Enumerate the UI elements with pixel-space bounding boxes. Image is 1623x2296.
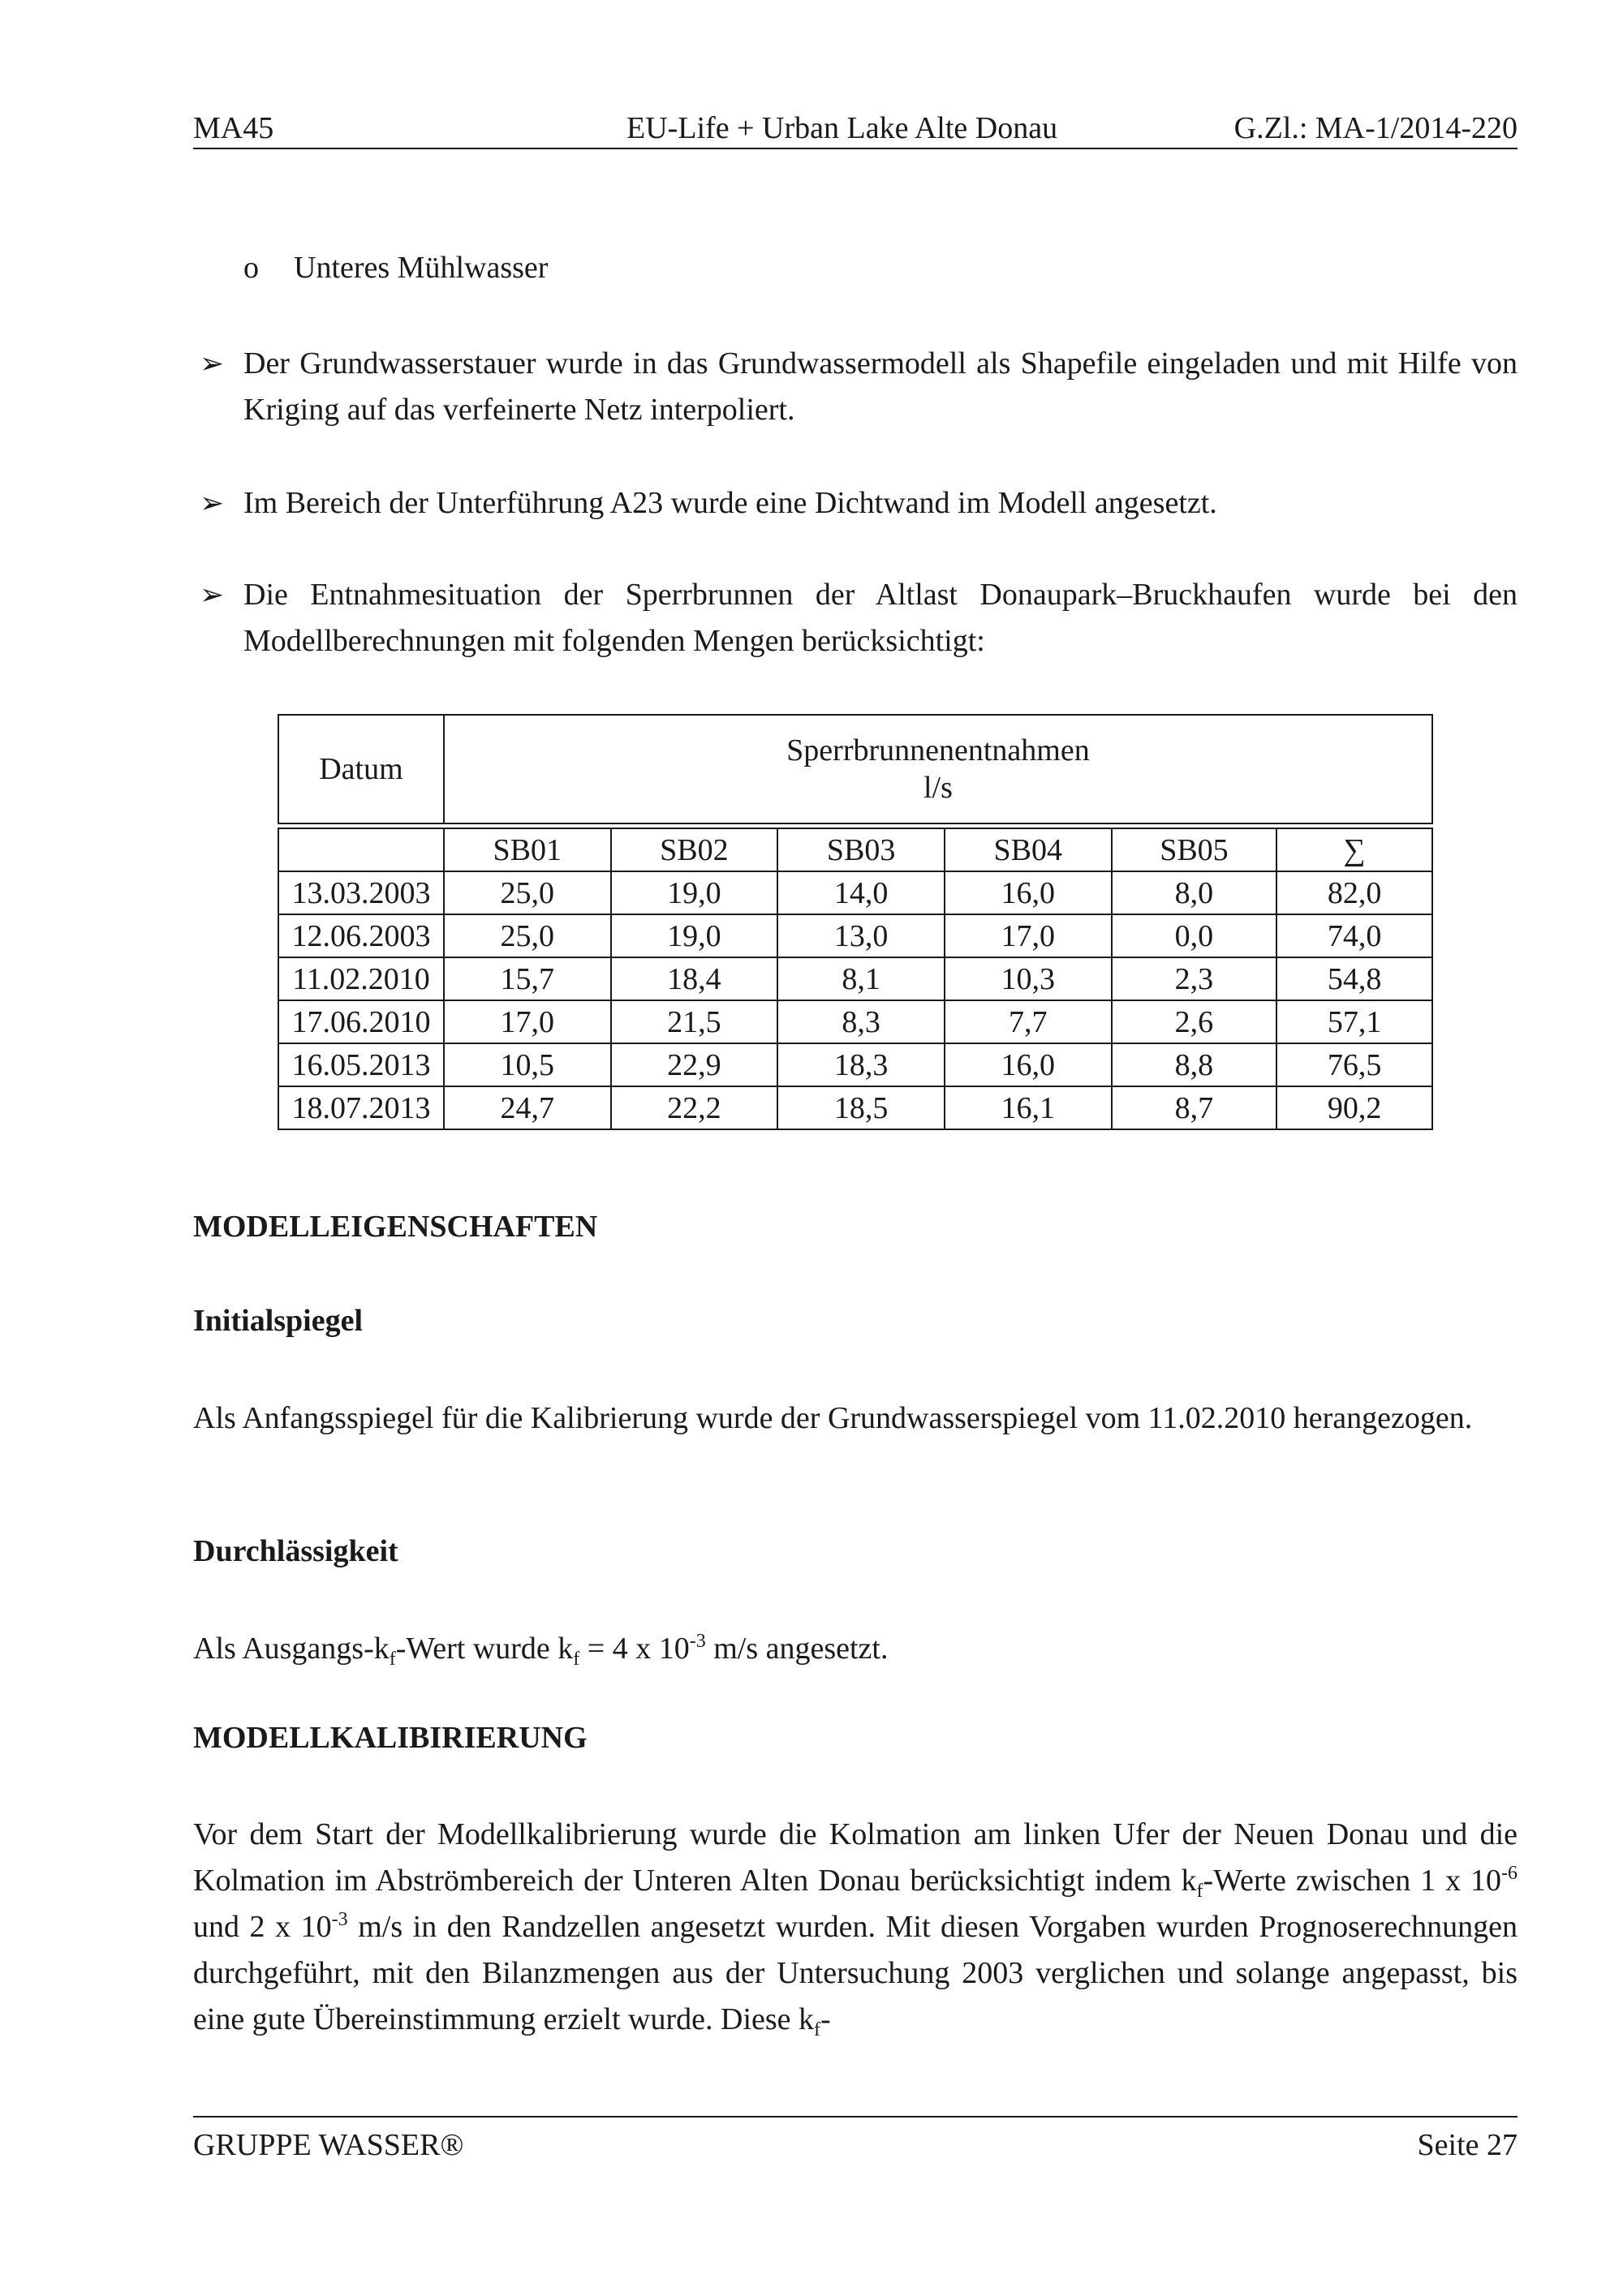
table-row [278, 1086, 1432, 1129]
table-cell: 25,0 [444, 914, 611, 957]
arrow-bullet-icon: ➢ [200, 347, 225, 380]
table-cell: 25,0 [444, 871, 611, 914]
header-project: EU-Life + Urban Lake Alte Donau [626, 111, 1058, 145]
text-run: -Werte zwischen 1 x 10 [1203, 1864, 1501, 1898]
table-cell: 2,6 [1112, 1000, 1277, 1043]
table-cell: 16,0 [945, 871, 1112, 914]
table-cell: 16,0 [945, 1043, 1112, 1086]
text-run: und 2 x 10 [193, 1910, 332, 1944]
table-cell: 15,7 [444, 957, 611, 1000]
bullet-text: Der Grundwasserstauer wurde in das Grundwassermodell als Shapefile eingeladen und mit Hilfe von Kriging auf das verfeinerte Netz interpoliert. [243, 346, 1518, 427]
column-header: SB03 [777, 828, 945, 871]
subscript: f [389, 1649, 396, 1670]
table-cell-date: 17.06.2010 [278, 1000, 444, 1043]
circle-bullet-icon: o [243, 251, 259, 285]
column-header-sum: ∑ [1276, 828, 1432, 871]
bullet-text: Im Bereich der Unterführung A23 wurde eine Dichtwand im Modell angesetzt. [243, 486, 1217, 520]
table-cell: 18,3 [777, 1043, 945, 1086]
text-run: = 4 x 10 [579, 1632, 690, 1666]
table-cell [278, 828, 444, 871]
table-row [278, 1000, 1432, 1043]
table-cell-sum: 76,5 [1276, 1043, 1432, 1086]
text-run: m/s angesetzt. [705, 1632, 889, 1666]
table-cell: 13,0 [777, 914, 945, 957]
table-cell: 16,1 [945, 1086, 1112, 1129]
subsection-heading: Initialspiegel [193, 1304, 364, 1338]
subsection-heading: Durchlässigkeit [193, 1534, 398, 1568]
table-header-title: Sperrbrunnenentnahmen [786, 733, 1090, 767]
table-cell: 8,0 [1112, 871, 1277, 914]
table-cell: 14,0 [777, 871, 945, 914]
subscript: f [1196, 1881, 1203, 1902]
subscript: f [573, 1649, 580, 1670]
table-cell-date: 18.07.2013 [278, 1086, 444, 1129]
table-cell-sum: 57,1 [1276, 1000, 1432, 1043]
table-cell: 2,3 [1112, 957, 1277, 1000]
paragraph-permeability [193, 1626, 1518, 1672]
table-cell: 18,4 [611, 957, 778, 1000]
text-run: - [820, 2002, 831, 2036]
table-cell-date: 11.02.2010 [278, 957, 444, 1000]
table-row [278, 957, 1432, 1000]
paragraph-initial-level: Als Anfangsspiegel für die Kalibrierung wurde der Grundwasserspiegel vom 11.02.2010 herangezogen. [193, 1401, 1473, 1435]
table-cell-date: 12.06.2003 [278, 914, 444, 957]
arrow-bullet-icon: ➢ [200, 578, 225, 611]
table-cell: 10,3 [945, 957, 1112, 1000]
header-reference: G.Zl.: MA-1/2014-220 [1233, 111, 1518, 145]
arrow-bullet-icon: ➢ [200, 487, 225, 519]
table-header-date: Datum [278, 715, 444, 823]
table-column-header-row [278, 828, 1432, 871]
page-number: Seite 27 [1417, 2128, 1518, 2162]
table-cell: 8,7 [1112, 1086, 1277, 1129]
table-row [278, 914, 1432, 957]
superscript: -3 [331, 1909, 348, 1930]
table-cell: 17,0 [945, 914, 1112, 957]
bullet-item [193, 480, 1518, 527]
table-cell: 8,1 [777, 957, 945, 1000]
sub-bullet-text: Unteres Mühlwasser [294, 251, 549, 285]
table-cell-sum: 54,8 [1276, 957, 1432, 1000]
section-heading: MODELLKALIBIRIERUNG [193, 1721, 588, 1755]
table-cell-date: 13.03.2003 [278, 871, 444, 914]
header-org: MA45 [193, 111, 274, 145]
table-cell: 19,0 [611, 914, 778, 957]
table-row [278, 1043, 1432, 1086]
table-cell-sum: 90,2 [1276, 1086, 1432, 1129]
table-cell: 8,3 [777, 1000, 945, 1043]
page-footer [193, 2116, 1518, 2163]
table-cell: 18,5 [777, 1086, 945, 1129]
table-cell: 10,5 [444, 1043, 611, 1086]
superscript: -6 [1501, 1863, 1518, 1884]
table-cell: 0,0 [1112, 914, 1277, 957]
text-run: Vor dem Start der Modellkalibrierung wurde die Kolmation am linken Ufer der Neuen Donau und die Kolmation im Abströmbereich der Unteren Alten Donau berücksichtigt indem k [193, 1817, 1518, 1898]
table-cell: 17,0 [444, 1000, 611, 1043]
bullet-item [193, 341, 1518, 433]
column-header: SB01 [444, 828, 611, 871]
table-cell: 22,9 [611, 1043, 778, 1086]
bullet-item [193, 572, 1518, 664]
page-header [193, 107, 1518, 149]
table-cell-sum: 74,0 [1276, 914, 1432, 957]
extraction-table [278, 714, 1433, 1130]
text-run: -Wert wurde k [395, 1632, 574, 1666]
table-cell: 7,7 [945, 1000, 1112, 1043]
table-cell: 24,7 [444, 1086, 611, 1129]
text-run: m/s in den Randzellen angesetzt wurden. Mit diesen Vorgaben wurden Prognoserechnungen durchgeführt, mit den Bilanzmengen aus der Untersuchung 2003 verglichen und solange angepasst, bis eine gute Übereinstimmung erzielt wurde. Diese k [193, 1910, 1518, 2036]
table-cell-date: 16.05.2013 [278, 1043, 444, 1086]
column-header: SB05 [1112, 828, 1277, 871]
footer-company: GRUPPE WASSER® [193, 2128, 464, 2162]
column-header: SB02 [611, 828, 778, 871]
paragraph-calibration [193, 1812, 1518, 2043]
table-row [278, 871, 1432, 914]
table-cell: 19,0 [611, 871, 778, 914]
section-heading: MODELLEIGENSCHAFTEN [193, 1210, 598, 1244]
table-cell: 22,2 [611, 1086, 778, 1129]
table-header-unit: l/s [923, 771, 953, 805]
table-cell-sum: 82,0 [1276, 871, 1432, 914]
table-header-group [444, 715, 1432, 823]
column-header: SB04 [945, 828, 1112, 871]
bullet-text: Die Entnahmesituation der Sperrbrunnen der Altlast Donaupark–Bruckhaufen wurde bei den Modellberechnungen mit folgenden Mengen berücksichtigt: [243, 578, 1518, 658]
superscript: -3 [689, 1631, 706, 1652]
table-cell: 8,8 [1112, 1043, 1277, 1086]
subscript: f [814, 2019, 821, 2040]
table-cell: 21,5 [611, 1000, 778, 1043]
text-run: Als Ausgangs-k [193, 1632, 390, 1666]
